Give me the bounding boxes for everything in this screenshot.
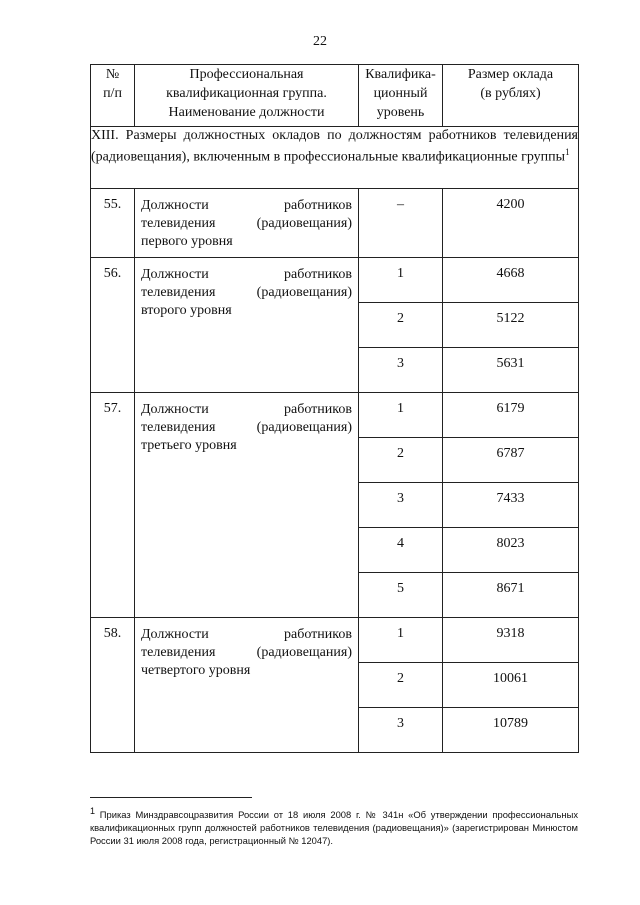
- qualification-level: 2: [359, 438, 443, 483]
- table-row: [91, 258, 579, 303]
- position-name-line: телевидения (радиовещания): [141, 420, 352, 435]
- position-name-line: четвертого уровня: [141, 663, 251, 678]
- salary-value: 8671: [443, 573, 579, 618]
- qualification-level: 4: [359, 528, 443, 573]
- qualification-level: 2: [359, 303, 443, 348]
- salary-value: 10061: [443, 663, 579, 708]
- qualification-level: 3: [359, 708, 443, 753]
- row-number: 58.: [91, 618, 135, 753]
- qualification-level: 3: [359, 348, 443, 393]
- position-name: [135, 189, 359, 258]
- position-name-line: Должности работников: [141, 402, 352, 417]
- row-number: 56.: [91, 258, 135, 393]
- qualification-level: 5: [359, 573, 443, 618]
- section-row: [91, 127, 579, 189]
- salary-value: 6179: [443, 393, 579, 438]
- qualification-level: 1: [359, 393, 443, 438]
- position-name-line: телевидения (радиовещания): [141, 645, 352, 660]
- page-number: 22: [313, 34, 327, 49]
- position-name-line: Должности работников: [141, 198, 352, 213]
- qualification-level: –: [359, 189, 443, 258]
- salary-value: 4668: [443, 258, 579, 303]
- qualification-level: 2: [359, 663, 443, 708]
- footnote: [90, 805, 578, 847]
- table-header-row: [91, 65, 579, 127]
- qualification-level: 1: [359, 618, 443, 663]
- position-name-line: Должности работников: [141, 627, 352, 642]
- table-row: [91, 618, 579, 663]
- section-title: XIII. Размеры должностных окладов по должностям работников телевидения (радиовещания), включенным в профессиональные квалификационные группы$^1$: [91, 127, 579, 189]
- position-name: [135, 258, 359, 393]
- position-name-line: телевидения (радиовещания): [141, 285, 352, 300]
- position-name-line: второго уровня: [141, 303, 232, 318]
- position-name-line: Должности работников: [141, 267, 352, 282]
- row-number: 57.: [91, 393, 135, 618]
- salary-value: 8023: [443, 528, 579, 573]
- table-row: [91, 393, 579, 438]
- salary-value: 5122: [443, 303, 579, 348]
- salary-value: 9318: [443, 618, 579, 663]
- qualification-level: 1: [359, 258, 443, 303]
- footnote-text: Приказ Минздравсоцразвития России от 18 июля 2008 г. № 341н «Об утверждении профессиональных квалификационных групп должностей работников телевидения (радиовещания)» (зарегистрирован Минюстом России 31 июля 2008 года, регистрационный № 12047).: [90, 809, 579, 847]
- position-name-line: телевидения (радиовещания): [141, 216, 352, 231]
- header-salary: Размер оклада (в рублях): [443, 65, 579, 127]
- salary-value: 10789: [443, 708, 579, 753]
- table-row: [91, 189, 579, 258]
- salary-value: 4200: [443, 189, 579, 258]
- salary-table: [90, 64, 579, 753]
- qualification-level: 3: [359, 483, 443, 528]
- position-name: [135, 618, 359, 753]
- salary-value: 6787: [443, 438, 579, 483]
- position-name-line: первого уровня: [141, 234, 233, 249]
- header-num: № п/п: [91, 65, 135, 127]
- row-number: 55.: [91, 189, 135, 258]
- footnote-divider: [90, 797, 252, 798]
- footnote-ref: 1: [565, 147, 570, 157]
- footnote-mark: 1: [90, 806, 96, 816]
- salary-value: 7433: [443, 483, 579, 528]
- header-group: Профессиональная квалификационная группа. Наименование должности: [135, 65, 359, 127]
- position-name: [135, 393, 359, 618]
- header-level: Квалифика- ционный уровень: [359, 65, 443, 127]
- table-body: [91, 189, 579, 753]
- salary-value: 5631: [443, 348, 579, 393]
- position-name-line: третьего уровня: [141, 438, 237, 453]
